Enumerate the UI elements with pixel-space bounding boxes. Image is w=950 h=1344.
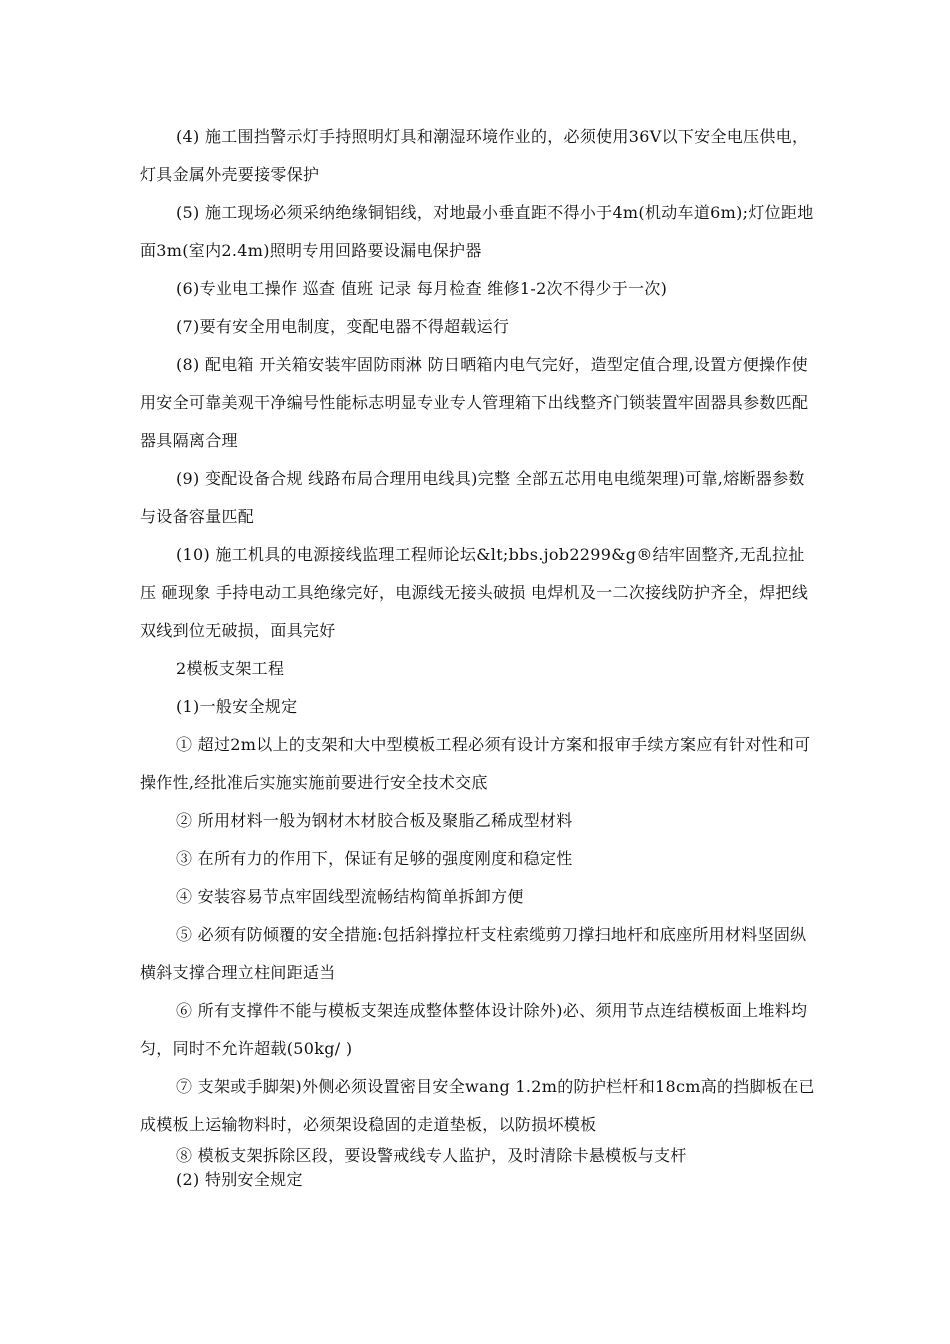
paragraph-8: (8) 配电箱 开关箱安装牢固防雨淋 防日晒箱内电气完好，造型定值合理,设置方便操作使用安全可靠美观干净编号性能标志明显专业专人管理箱下出线整齐门锁装置牢固器具参数匹配器具隔离合理 — [140, 355, 809, 450]
rule-item-3: ③ 在所有力的作用下，保证有足够的强度刚度和稳定性 — [176, 849, 573, 868]
document-body — [140, 118, 816, 1192]
paragraph-5: (5) 施工现场必须采纳绝缘铜铝线，对地最小垂直距不得小于4m(机动车道6m);灯位距地面3m(室内2.4m)照明专用回路要设漏电保护器 — [140, 203, 814, 260]
rule-item-6: ⑥ 所有支撑件不能与模板支架连成整体整体设计除外)必、须用节点连结模板面上堆料均匀，同时不允许超载(50kg/ ) — [140, 1001, 808, 1058]
paragraph-10: (10) 施工机具的电源接线监理工程师论坛&lt;bbs.job2299&g®结牢固整齐,无乱拉扯压 砸现象 手持电动工具绝缘完好，电源线无接头破损 电焊机及一二次接线防护齐全，焊把线双线到位无破损，面具完好 — [140, 545, 809, 640]
rule-item-5: ⑤ 必须有防倾覆的安全措施:包括斜撑拉杆支柱索缆剪刀撑扫地杆和底座所用材料坚固纵横斜支撑合理立柱间距适当 — [140, 925, 807, 982]
subheading-special-rules: (2) 特别安全规定 — [176, 1170, 303, 1189]
rule-item-7: ⑦ 支架或手脚架)外侧必须设置密目安全wang 1.2m的防护栏杆和18cm高的挡脚板在已成模板上运输物料时，必须架设稳固的走道垫板，以防损坏模板 — [140, 1077, 815, 1134]
section-heading-formwork: 2模板支架工程 — [176, 659, 285, 678]
subheading-general-rules: (1)一般安全规定 — [176, 697, 298, 716]
paragraph-4: (4) 施工围挡警示灯手持照明灯具和潮湿环境作业的，必须使用36V以下安全电压供电，灯具金属外壳要接零保护 — [140, 127, 809, 184]
paragraph-9: (9) 变配设备合规 线路布局合理用电线具)完整 全部五芯用电电缆架理)可靠,熔断器参数与设备容量匹配 — [140, 469, 805, 526]
rule-item-2: ② 所用材料一般为钢材木材胶合板及聚脂乙稀成型材料 — [176, 811, 573, 830]
rule-item-8: ⑧ 模板支架拆除区段，要设警戒线专人监护，及时清除卡悬模板与支杆 — [176, 1146, 687, 1165]
rule-item-4: ④ 安装容易节点牢固线型流畅结构简单拆卸方便 — [176, 887, 524, 906]
rule-item-1: ① 超过2m以上的支架和大中型模板工程必须有设计方案和报审手续方案应有针对性和可操作性,经批准后实施实施前要进行安全技术交底 — [140, 735, 811, 792]
paragraph-6: (6)专业电工操作 巡查 值班 记录 每月检查 维修1-2次不得少于一次) — [176, 279, 668, 298]
paragraph-7: (7)要有安全用电制度，变配电器不得超载运行 — [176, 317, 510, 336]
